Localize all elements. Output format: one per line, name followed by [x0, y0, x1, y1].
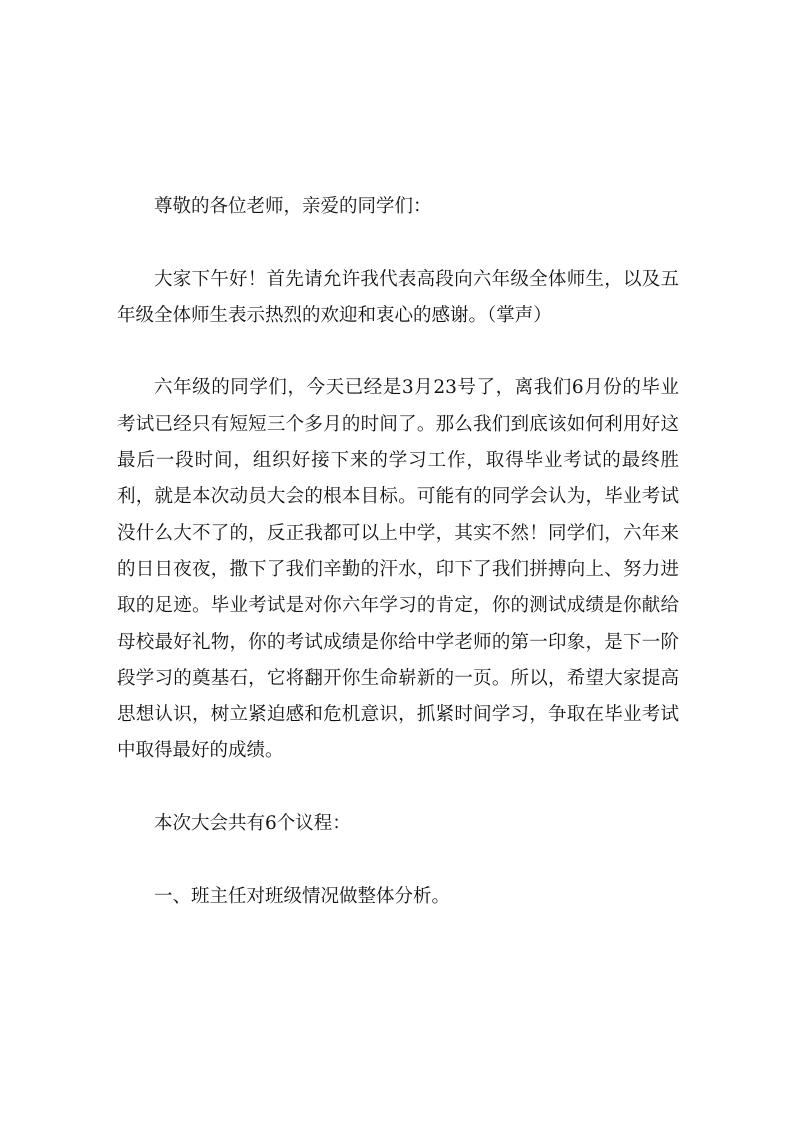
paragraph-agenda-intro: 本次大会共有6个议程： — [154, 813, 351, 835]
paragraph-spacer — [117, 225, 679, 261]
agenda-item-1: 一、班主任对班级情况做整体分析。 — [154, 885, 451, 907]
salutation: 尊敬的各位老师，亲爱的同学们： — [154, 196, 432, 217]
paragraph-main: 六年级的同学们，今天已经是3月23号了，离我们6月份的毕业考试已经只有短短三个多月的时间了。那么我们到底该如何利用好这最后一段时间，组织好接下来的学习工作，取得毕业考试的最终胜利，就是本次动员大会的根本目标。可能有的同学会认为，毕业考试没什么大不了的，反正我都可以上中学，其实不然！同学们，六年来的日日夜夜，撒下了我们辛勤的汗水，印下了我们拼搏向上、努力进取的足迹。毕业考试是对你六年学习的肯定，你的测试成绩是你献给母校最好礼物，你的考试成绩是你给中学老师的第一印象，是下一阶段学习的奠基石，它将翻开你生命崭新的一页。所以，希望大家提高思想认识，树立紧迫感和危机意识，抓紧时间学习，争取在毕业考试中取得最好的成绩。 — [117, 377, 679, 762]
paragraph-greeting: 大家下午好！首先请允许我代表高段向六年级全体师生，以及五年级全体师生表示热烈的欢迎和衷心的感谢。（掌声） — [117, 268, 679, 326]
paragraph-spacer — [117, 770, 679, 806]
paragraph-spacer — [117, 334, 679, 370]
paragraph-spacer — [117, 842, 679, 878]
document-body — [117, 189, 679, 915]
